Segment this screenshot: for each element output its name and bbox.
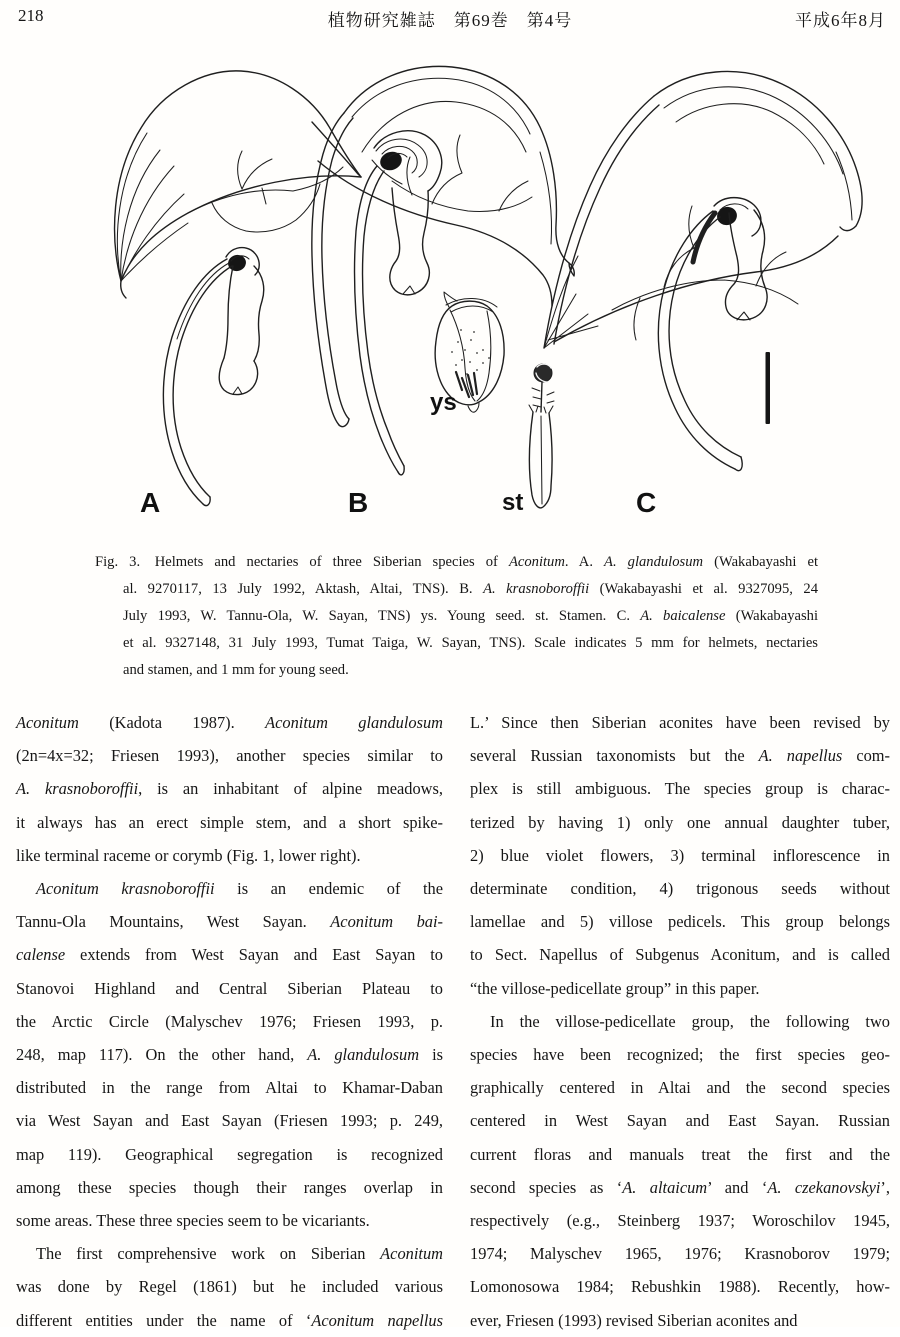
- panel-label-b: B: [348, 487, 369, 518]
- text-line: (2n=4x=32; Friesen 1993), another species similar to: [16, 746, 443, 766]
- text-line: et al. 9327148, 31 July 1993, Tumat Taiga, W. Sayan, TNS). Scale indicates 5 mm for helmets, nectaries: [123, 635, 818, 651]
- running-header: [0, 6, 900, 32]
- text-line: The first comprehensive work on Siberian Aconitum: [36, 1244, 443, 1264]
- figure-3-illustration: [0, 60, 900, 530]
- text-line: via West Sayan and East Sayan (Friesen 1993; p. 249,: [16, 1111, 443, 1131]
- panel-label-a: A: [140, 487, 161, 518]
- seed-stipple: [451, 329, 490, 375]
- text-line: some areas. These three species seem to be vicariants.: [16, 1211, 370, 1231]
- text-line: Fig. 3. Helmets and nectaries of three Siberian species of Aconitum. A. A. glandulosum (Wakabayashi et: [95, 554, 818, 570]
- text-line: Lomonosowa 1984; Rebushkin 1988). Recently, how-: [470, 1277, 890, 1297]
- issue-date: 平成6年8月: [795, 11, 886, 30]
- text-line: second species as ‘A. altaicum’ and ‘A. czekanovskyi’,: [470, 1177, 890, 1197]
- text-line: graphically centered in Altai and the second species: [470, 1078, 890, 1098]
- text-line: 248, map 117). On the other hand, A. glandulosum is: [16, 1045, 444, 1065]
- text-line: L.’ Since then Siberian aconites have been revised by: [470, 713, 890, 732]
- text-line: centered in West Sayan and East Sayan. Russian: [470, 1111, 890, 1131]
- text-line: to Sect. Napellus of Subgenus Aconitum, and is called: [470, 945, 890, 965]
- text-line: species have been recognized; the first species geo-: [470, 1045, 890, 1065]
- text-line: like terminal raceme or corymb (Fig. 1, lower right).: [16, 845, 361, 865]
- stamen-label: st: [502, 489, 524, 516]
- text-line: “the villose-pedicellate group” in this paper.: [470, 978, 760, 998]
- text-line: terized by having 1) only one annual daughter tuber,: [470, 812, 890, 832]
- text-line: Tannu-Ola Mountains, West Sayan. Aconitum bai-: [16, 912, 443, 932]
- text-line: was done by Regel (1861) but he included various: [16, 1277, 443, 1297]
- text-line: plex is still ambiguous. The species group is charac-: [470, 779, 890, 799]
- text-line: al. 9270117, 13 July 1992, Aktash, Altai, TNS). B. A. krasnoboroffii (Wakabayashi et al. 9327095, 24: [123, 581, 818, 597]
- text-line: 2) blue violet flowers, 3) terminal inflorescence in: [470, 845, 890, 865]
- text-line: and stamen, and 1 mm for young seed.: [123, 662, 349, 678]
- nectary-a-drawing: [163, 248, 263, 506]
- body-column-left: [16, 706, 443, 1337]
- body-column-right: [470, 706, 890, 1337]
- stamen-drawing: [529, 364, 554, 508]
- text-line: different entities under the name of ‘Aconitum napellus: [16, 1310, 443, 1330]
- page-number: 218: [18, 6, 44, 25]
- journal-title-header: 植物研究雑誌 第69巻 第4号: [327, 11, 573, 30]
- text-line: Stanovoi Highland and Central Siberian Plateau to: [16, 978, 443, 998]
- text-line: distributed in the range from Altai to Khamar-Daban: [16, 1078, 443, 1098]
- text-line: Aconitum (Kadota 1987). Aconitum glandulosum: [16, 713, 443, 732]
- figure-caption: [95, 549, 818, 684]
- text-line: 1974; Malyschev 1965, 1976; Krasnoborov 1979;: [470, 1244, 890, 1264]
- text-line: among these species though their ranges overlap in: [16, 1177, 443, 1197]
- text-line: the Arctic Circle (Malyschev 1976; Friesen 1993, p.: [16, 1011, 443, 1031]
- text-line: several Russian taxonomists but the A. napellus com-: [470, 746, 890, 766]
- nectary-c-drawing: [658, 198, 767, 471]
- helmet-c-drawing: [544, 72, 862, 349]
- text-line: July 1993, W. Tannu-Ola, W. Sayan, TNS) ys. Young seed. st. Stamen. C. A. baicalense (Wakabayashi: [123, 608, 818, 624]
- text-line: In the villose-pedicellate group, the following two: [490, 1011, 890, 1031]
- text-line: respectively (e.g., Steinberg 1937; Woroschilov 1945,: [470, 1211, 890, 1231]
- text-line: map 119). Geographical segregation is recognized: [16, 1144, 443, 1164]
- text-line: A. krasnoboroffii, is an inhabitant of alpine meadows,: [16, 779, 443, 799]
- text-line: ever, Friesen (1993) revised Siberian aconites and: [470, 1310, 798, 1330]
- text-line: lamellae and 5) villose pedicels. This group belongs: [470, 912, 890, 932]
- scale-bar: [766, 352, 771, 424]
- text-line: Aconitum krasnoboroffii is an endemic of the: [36, 879, 443, 899]
- text-line: calense extends from West Sayan and East Sayan to: [16, 945, 443, 965]
- text-line: it always has an erect simple stem, and a short spike-: [16, 812, 443, 832]
- young-seed-label: ys: [430, 389, 457, 416]
- text-line: current floras and manuals treat the first and the: [470, 1144, 890, 1164]
- text-line: determinate condition, 4) trigonous seeds without: [470, 879, 890, 899]
- panel-label-c: C: [636, 487, 657, 518]
